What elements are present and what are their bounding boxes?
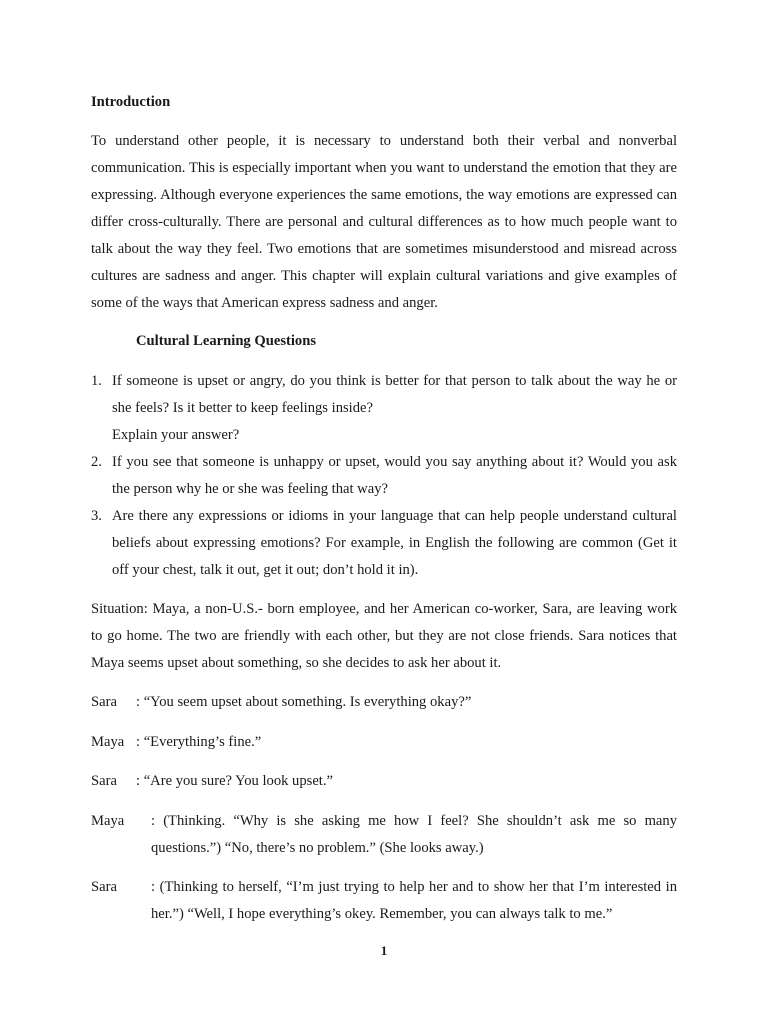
dialogue-line bbox=[91, 808, 677, 862]
question-number: 2. bbox=[91, 454, 102, 470]
question-item bbox=[91, 503, 677, 584]
question-text: Are there any expressions or idioms in your language that can help people understand cultural beliefs about expressing emotions? For example, in English the following are common (Get it off your chest, talk it out, get it out; don’t hold it in). bbox=[112, 508, 677, 578]
question-item bbox=[91, 449, 677, 503]
question-item bbox=[91, 368, 677, 449]
speech-text: : “You seem upset about something. Is everything okay?” bbox=[136, 694, 472, 710]
question-body: If someone is upset or angry, do you think is better for that person to talk about the way he or she feels? Is it better to keep feelings inside? bbox=[112, 373, 677, 416]
question-number: 3. bbox=[91, 508, 102, 524]
speech-text: : (Thinking. “Why is she asking me how I feel? She shouldn’t ask me so many questions.”) “No, there’s no problem.” (She looks away.) bbox=[151, 813, 677, 856]
question-number: 1. bbox=[91, 373, 102, 389]
speech-text: : (Thinking to herself, “I’m just trying to help her and to show her that I’m interested in her.”) “Well, I hope everything’s okey. Remember, you can always talk to me.” bbox=[151, 879, 677, 922]
page-number: 1 bbox=[380, 943, 388, 958]
subsection-heading: Cultural Learning Questions bbox=[136, 333, 317, 349]
speech-text: : “Are you sure? You look upset.” bbox=[136, 773, 333, 789]
speaker-name: Maya bbox=[91, 734, 125, 750]
question-text bbox=[112, 368, 677, 449]
intro-paragraph: To understand other people, it is necessary to understand both their verbal and nonverbal communication. This is especially important when you want to understand the emotion that they are expressing. Although everyone experiences the same emotions, the way emotions are expressed can differ cross-culturally. There are personal and cultural differences as to how much people want to talk about the way they feel. Two emotions that are sometimes misunderstood and misread across cultures are sadness and anger. This chapter will explain cultural variations and give examples of some of the ways that American express sadness and anger. bbox=[91, 133, 677, 311]
speaker-name: Sara bbox=[91, 694, 117, 710]
question-text: If you see that someone is unhappy or upset, would you say anything about it? Would you ask the person why he or she was feeling that way? bbox=[112, 454, 677, 497]
speaker-name: Maya bbox=[91, 813, 125, 829]
speaker-name: Sara bbox=[91, 879, 117, 895]
question-extra: Explain your answer? bbox=[112, 427, 240, 443]
dialogue-line bbox=[91, 768, 677, 795]
situation-paragraph: Situation: Maya, a non-U.S.- born employee, and her American co-worker, Sara, are leaving work to go home. The two are friendly with each other, but they are not close friends. Sara notices that Maya seems upset about something, so she decides to ask her about it. bbox=[91, 601, 677, 671]
questions-list bbox=[91, 368, 677, 584]
section-heading: Introduction bbox=[91, 94, 171, 110]
speaker-name: Sara bbox=[91, 773, 117, 789]
dialogue-line bbox=[91, 689, 677, 716]
speech-text: : “Everything’s fine.” bbox=[136, 734, 262, 750]
dialogue-line bbox=[91, 874, 677, 928]
dialogue-line bbox=[91, 729, 677, 756]
